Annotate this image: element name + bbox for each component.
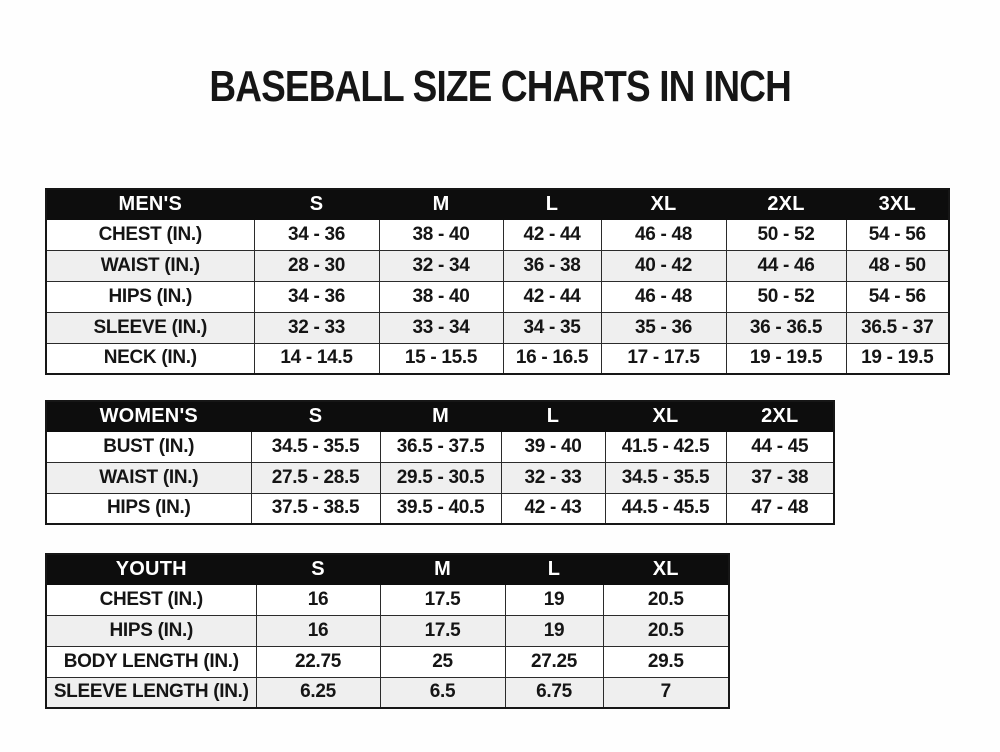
size-column-header: L [503, 189, 601, 219]
size-value-cell: 17.5 [380, 615, 505, 646]
table-row [46, 493, 834, 524]
size-value-cell: 41.5 - 42.5 [605, 431, 726, 462]
size-value-cell: 6.5 [380, 677, 505, 708]
row-label: BUST (IN.) [46, 431, 251, 462]
mens-size-table [45, 188, 948, 375]
table-row [46, 250, 949, 281]
size-value-cell: 35 - 36 [601, 312, 726, 343]
size-value-cell: 27.5 - 28.5 [251, 462, 380, 493]
size-value-cell: 20.5 [603, 584, 729, 615]
size-value-cell: 36.5 - 37.5 [380, 431, 501, 462]
row-label: NECK (IN.) [46, 343, 254, 374]
size-column-header: L [505, 554, 603, 584]
size-value-cell: 17.5 [380, 584, 505, 615]
size-value-cell: 46 - 48 [601, 281, 726, 312]
size-column-header: 2XL [726, 401, 834, 431]
size-value-cell: 29.5 - 30.5 [380, 462, 501, 493]
size-value-cell: 17 - 17.5 [601, 343, 726, 374]
size-value-cell: 7 [603, 677, 729, 708]
mens-table-header [46, 189, 949, 219]
size-value-cell: 39 - 40 [501, 431, 605, 462]
table-title-cell: MEN'S [46, 189, 254, 219]
size-value-cell: 34.5 - 35.5 [605, 462, 726, 493]
header-row [46, 554, 729, 584]
size-value-cell: 40 - 42 [601, 250, 726, 281]
womens-table-header [46, 401, 834, 431]
size-value-cell: 36 - 38 [503, 250, 601, 281]
size-value-cell: 19 [505, 584, 603, 615]
size-value-cell: 50 - 52 [726, 219, 846, 250]
size-column-header: M [380, 554, 505, 584]
size-value-cell: 20.5 [603, 615, 729, 646]
row-label: CHEST (IN.) [46, 219, 254, 250]
size-value-cell: 34 - 35 [503, 312, 601, 343]
table-row [46, 431, 834, 462]
size-value-cell: 32 - 34 [379, 250, 503, 281]
size-value-cell: 22.75 [256, 646, 380, 677]
page-title: BASEBALL SIZE CHARTS IN INCH [209, 62, 791, 111]
size-value-cell: 15 - 15.5 [379, 343, 503, 374]
youth-table-body [46, 584, 729, 708]
size-value-cell: 16 [256, 584, 380, 615]
row-label: HIPS (IN.) [46, 281, 254, 312]
size-column-header: S [251, 401, 380, 431]
size-value-cell: 42 - 44 [503, 219, 601, 250]
size-column-header: L [501, 401, 605, 431]
table-row [46, 615, 729, 646]
row-label: HIPS (IN.) [46, 493, 251, 524]
size-value-cell: 16 [256, 615, 380, 646]
size-value-cell: 33 - 34 [379, 312, 503, 343]
size-value-cell: 50 - 52 [726, 281, 846, 312]
size-value-cell: 38 - 40 [379, 219, 503, 250]
table-title-cell: YOUTH [46, 554, 256, 584]
table-row [46, 312, 949, 343]
size-value-cell: 32 - 33 [501, 462, 605, 493]
table-row [46, 343, 949, 374]
size-value-cell: 44 - 45 [726, 431, 834, 462]
size-value-cell: 25 [380, 646, 505, 677]
size-value-cell: 37.5 - 38.5 [251, 493, 380, 524]
row-label: WAIST (IN.) [46, 462, 251, 493]
page-title-container [0, 62, 1000, 112]
size-value-cell: 34 - 36 [254, 281, 379, 312]
size-column-header: M [380, 401, 501, 431]
size-column-header: 2XL [726, 189, 846, 219]
size-value-cell: 37 - 38 [726, 462, 834, 493]
size-value-cell: 44 - 46 [726, 250, 846, 281]
table-row [46, 219, 949, 250]
womens-table-body [46, 431, 834, 524]
size-value-cell: 34.5 - 35.5 [251, 431, 380, 462]
size-value-cell: 54 - 56 [846, 219, 949, 250]
table-row [46, 281, 949, 312]
size-value-cell: 47 - 48 [726, 493, 834, 524]
row-label: SLEEVE (IN.) [46, 312, 254, 343]
size-column-header: XL [605, 401, 726, 431]
size-value-cell: 19 [505, 615, 603, 646]
size-value-cell: 6.25 [256, 677, 380, 708]
table-title-cell: WOMEN'S [46, 401, 251, 431]
size-column-header: S [256, 554, 380, 584]
size-value-cell: 14 - 14.5 [254, 343, 379, 374]
size-value-cell: 46 - 48 [601, 219, 726, 250]
size-value-cell: 6.75 [505, 677, 603, 708]
row-label: WAIST (IN.) [46, 250, 254, 281]
size-column-header: 3XL [846, 189, 949, 219]
size-value-cell: 54 - 56 [846, 281, 949, 312]
row-label: HIPS (IN.) [46, 615, 256, 646]
size-value-cell: 42 - 43 [501, 493, 605, 524]
size-value-cell: 36 - 36.5 [726, 312, 846, 343]
row-label: SLEEVE LENGTH (IN.) [46, 677, 256, 708]
size-value-cell: 29.5 [603, 646, 729, 677]
youth-table-header [46, 554, 729, 584]
size-column-header: XL [603, 554, 729, 584]
size-column-header: S [254, 189, 379, 219]
size-value-cell: 27.25 [505, 646, 603, 677]
row-label: CHEST (IN.) [46, 584, 256, 615]
size-value-cell: 32 - 33 [254, 312, 379, 343]
table-row [46, 646, 729, 677]
size-value-cell: 28 - 30 [254, 250, 379, 281]
mens-table-body [46, 219, 949, 374]
size-value-cell: 19 - 19.5 [846, 343, 949, 374]
size-value-cell: 36.5 - 37 [846, 312, 949, 343]
header-row [46, 189, 949, 219]
size-column-header: M [379, 189, 503, 219]
youth-size-table [45, 553, 728, 709]
size-column-header: XL [601, 189, 726, 219]
size-value-cell: 38 - 40 [379, 281, 503, 312]
size-value-cell: 16 - 16.5 [503, 343, 601, 374]
table-row [46, 462, 834, 493]
table-row [46, 584, 729, 615]
row-label: BODY LENGTH (IN.) [46, 646, 256, 677]
size-value-cell: 44.5 - 45.5 [605, 493, 726, 524]
size-value-cell: 42 - 44 [503, 281, 601, 312]
size-value-cell: 34 - 36 [254, 219, 379, 250]
womens-size-table [45, 400, 833, 525]
size-value-cell: 19 - 19.5 [726, 343, 846, 374]
size-value-cell: 48 - 50 [846, 250, 949, 281]
header-row [46, 401, 834, 431]
size-value-cell: 39.5 - 40.5 [380, 493, 501, 524]
table-row [46, 677, 729, 708]
